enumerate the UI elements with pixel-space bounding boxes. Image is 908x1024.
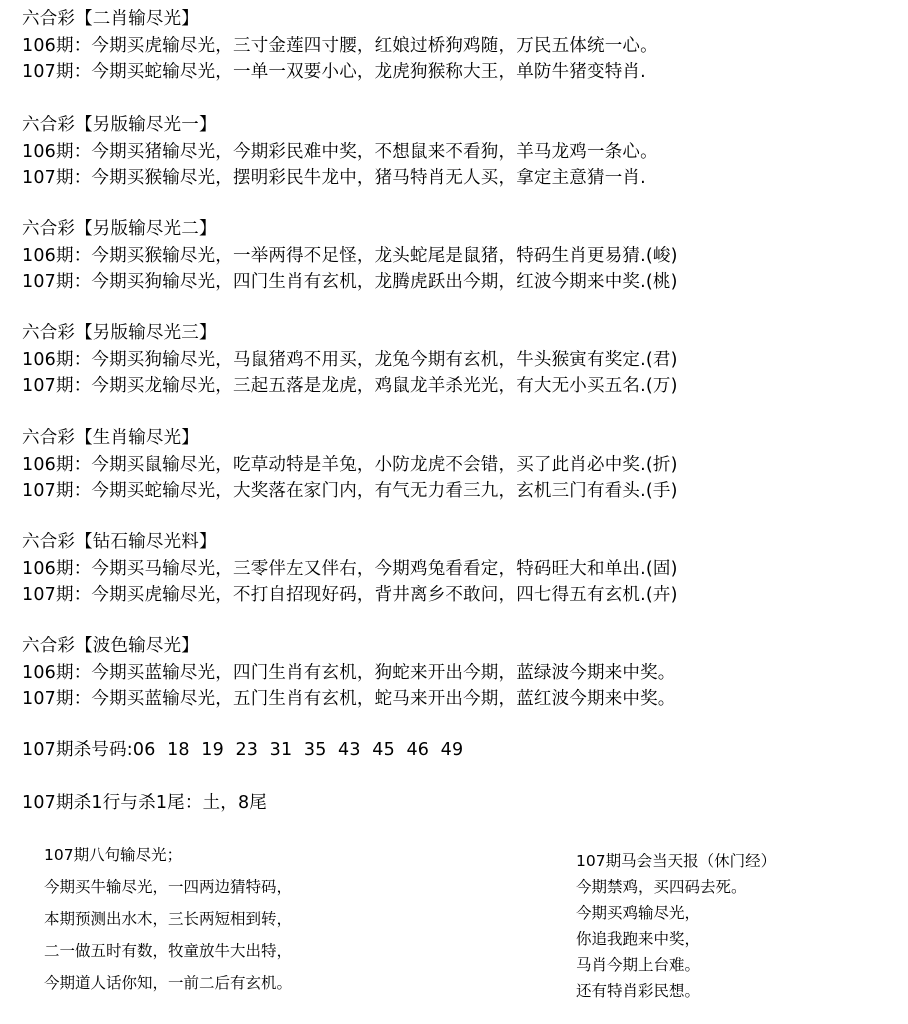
- section-line: 107期：今期买蛇输尽光，大奖落在家门内，有气无力看三九，玄机三门有看头.(手): [22, 481, 678, 501]
- section-title: 六合彩【生肖输尽光】: [22, 428, 199, 448]
- section-line: 107期：今期买虎输尽光，不打自招现好码，背井离乡不敢问，四七得五有玄机.(卉): [22, 585, 678, 605]
- right-poem-line: 还有特肖彩民想。: [576, 982, 701, 1000]
- left-poem-line: 今期买牛输尽光，一四两边猜特码，: [44, 878, 293, 896]
- section-title: 六合彩【钻石输尽光料】: [22, 532, 217, 552]
- section-title: 六合彩【波色输尽光】: [22, 636, 199, 656]
- kill-numbers: 107期杀号码:06 18 19 23 31 35 43 45 46 49: [22, 740, 464, 760]
- left-poem-line: 二一做五时有数，牧童放牛大出特，: [44, 942, 293, 960]
- section-line: 106期：今期买马输尽光，三零伴左又伴右，今期鸡兔看看定，特码旺大和单出.(固): [22, 559, 678, 579]
- section-title: 六合彩【另版输尽光一】: [22, 115, 217, 135]
- section-title: 六合彩【另版输尽光三】: [22, 323, 217, 343]
- right-poem-line: 你追我跑来中奖，: [576, 930, 701, 948]
- section-line: 107期：今期买猴输尽光，摆明彩民牛龙中，猪马特肖无人买，拿定主意猜一肖.: [22, 168, 646, 188]
- right-poem-title: 107期马会当天报（休门经）: [576, 852, 777, 870]
- section-title: 六合彩【二肖输尽光】: [22, 9, 199, 29]
- section-line: 106期：今期买虎输尽光，三寸金莲四寸腰，红娘过桥狗鸡随，万民五体统一心。: [22, 36, 658, 56]
- section-line: 107期：今期买狗输尽光，四门生肖有玄机，龙腾虎跃出今期，红波今期来中奖.(桃): [22, 272, 678, 292]
- section-line: 107期：今期买龙输尽光，三起五落是龙虎，鸡鼠龙羊杀光光，有大无小买五名.(万): [22, 376, 678, 396]
- left-poem-line: 今期道人话你知，一前二后有玄机。: [44, 974, 293, 992]
- right-poem-line: 马肖今期上台难。: [576, 956, 701, 974]
- section-line: 107期：今期买蓝输尽光，五门生肖有玄机，蛇马来开出今期，蓝红波今期来中奖。: [22, 689, 676, 709]
- section-line: 106期：今期买猪输尽光，今期彩民难中奖，不想鼠来不看狗，羊马龙鸡一条心。: [22, 142, 658, 162]
- section-line: 106期：今期买鼠输尽光，吃草动特是羊兔，小防龙虎不会错，买了此肖必中奖.(折): [22, 455, 678, 475]
- section-line: 106期：今期买狗输尽光，马鼠猪鸡不用买，龙兔今期有玄机，牛头猴寅有奖定.(君): [22, 350, 678, 370]
- section-title: 六合彩【另版输尽光二】: [22, 219, 217, 239]
- section-line: 107期：今期买蛇输尽光，一单一双要小心，龙虎狗猴称大王，单防牛猪变特肖.: [22, 62, 646, 82]
- right-poem-line: 今期禁鸡，买四码去死。: [576, 878, 747, 896]
- right-poem-line: 今期买鸡输尽光，: [576, 904, 701, 922]
- left-poem-title: 107期八句输尽光；: [44, 846, 183, 864]
- section-line: 106期：今期买猴输尽光，一举两得不足怪，龙头蛇尾是鼠猪，特码生肖更易猜.(峻): [22, 246, 678, 266]
- left-poem-line: 本期预测出水木，三长两短相到转，: [44, 910, 293, 928]
- kill-element-tail: 107期杀1行与杀1尾：土，8尾: [22, 793, 268, 813]
- section-line: 106期：今期买蓝输尽光，四门生肖有玄机，狗蛇来开出今期，蓝绿波今期来中奖。: [22, 663, 676, 683]
